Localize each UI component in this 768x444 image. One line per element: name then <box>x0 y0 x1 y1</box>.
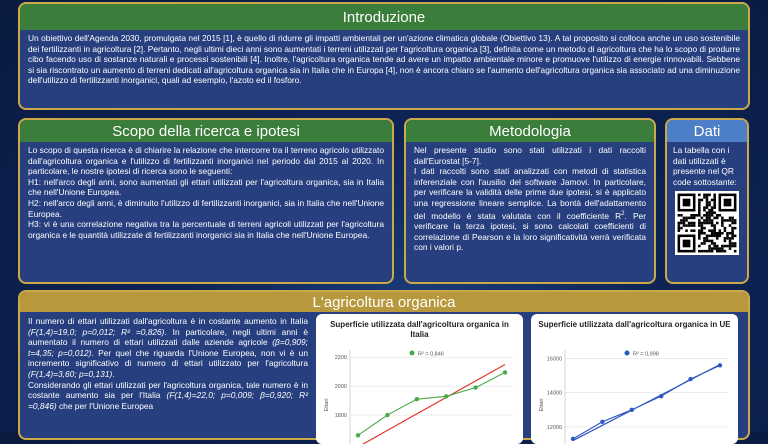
y-tick-label: 16000 <box>546 356 562 363</box>
data-point <box>356 433 360 437</box>
method-text-2a: I dati raccolti sono stati analizzati con metodi di statistica inferenziale con l'ausilio del software Jamovi. In particolare, per verificare la validità delle prime due ipotesi, si è applicato una regressione lineare semplice. La bontà dell'adattamento del modello è stata valutata con il coefficiente R <box>414 166 646 221</box>
y-axis-label: Ettari <box>539 398 545 412</box>
data-point <box>688 377 692 381</box>
organic-text-1d: . <box>112 368 115 379</box>
r2-superscript: 2 <box>621 210 625 217</box>
data-point <box>503 370 507 374</box>
organic-stat-3: (F(1,4)=3,60; p=0,131) <box>28 368 113 379</box>
chart-italy-title: Superficie utilizzata dall'agricoltura organica in Italia <box>330 320 509 339</box>
data-point <box>659 394 663 398</box>
chart-eu-title: Superficie utilizzata dall'agricoltura organica in UE <box>538 320 731 329</box>
organic-text-1a: Il numero di ettari utilizzati dall'agricoltura è in costante aumento in Italia <box>28 316 308 326</box>
hypothesis-1: H1: nell'arco degli anni, sono aumentati gli ettari utilizzati per l'agricoltura organica, sia in Italia che nell'Unione Europea. <box>28 176 384 198</box>
method-title: Metodologia <box>406 120 654 142</box>
scope-panel <box>18 118 394 284</box>
organic-stat-2: (β=0,909; t=4,35; p=0,012) <box>28 337 308 358</box>
y-tick-label: 12000 <box>546 424 562 431</box>
data-point <box>415 397 419 401</box>
data-point <box>444 394 448 398</box>
data-title: Dati <box>667 120 747 142</box>
organic-text-2 <box>28 380 308 412</box>
intro-text: Un obiettivo dell'Agenda 2030, promulgata nel 2015 [1], è quello di ridurre gli impatti ambientali per un'azione climatica globale (Obiettivo 13). A tal proposito si colloca anche un uso sostenibile dei fertilizzanti in agricoltura [2]. Pertanto, negli ultimi dieci anni sono aumentati i terreni utilizzati per l'agricoltura organica [3], definita come un metodo di agricoltura che ha lo scopo di produrre cibo facendo uso di sostanze naturali e processi sostenibili [4]. Inoltre, l'agricoltura organica tende ad avere un impatto ambientale minore e promuove l'utilizzo di energie rinnovabili. Sebbene si sia riscontrato un aumento di terreni dedicati all'agricoltura organica sia in Italia che in Europa [4], non è ancora chiaro se l'aumento dell'agricoltura organica sia associato ad una diminuzione dell'utilizzo di fertilizzanti inorganici, quali ad esempio, l'azoto ed il fosforo. <box>28 33 740 86</box>
scope-body <box>20 142 392 240</box>
legend-marker <box>410 351 415 356</box>
organic-stat-4: (F(1,4)=22,0; p=0,009; β=0,920; R² =0,846) <box>28 390 308 411</box>
data-point <box>600 420 604 424</box>
chart-eu-plot <box>531 314 738 444</box>
organic-body <box>20 312 308 411</box>
y-tick-label: 1800 <box>334 413 347 420</box>
legend-label: R² = 0,998 <box>633 351 659 358</box>
organic-text-1b: . In particolare, negli ultimi anni è aumentato il numero di ettari utilizzati dalle aziende agricole <box>28 326 308 348</box>
intro-title: Introduzione <box>20 4 748 30</box>
organic-text-1c: . Per quel che riguarda l'Unione Europea, non vi è un incremento significativo di numero di ettari utilizzato per l'agricoltura <box>28 347 308 369</box>
organic-title: L'agricoltura organica <box>20 292 748 312</box>
organic-stat-1: (F(1,4)=19,0; p=0,012; R² =0,826) <box>28 326 165 337</box>
intro-panel <box>18 2 750 110</box>
scope-title: Scopo della ricerca e ipotesi <box>20 120 392 142</box>
data-point <box>385 413 389 417</box>
organic-text-2a: Considerando gli ettari utilizzati per l'agricoltura organica, tale numero è in costante aumento sia per l'Italia <box>28 379 308 401</box>
legend-label: R² = 0,846 <box>418 351 444 358</box>
method-text-2 <box>414 166 646 253</box>
chart-eu <box>531 314 738 444</box>
data-line <box>358 372 505 435</box>
method-text-2b: . Per verificare la terza ipotesi, si sono calcolati coefficienti di correlazione di Pearson e la loro significatività verrà verificata con i valori p. <box>414 210 647 253</box>
data-point <box>630 408 634 412</box>
trend-line <box>358 364 505 444</box>
y-tick-label: 2000 <box>334 384 347 391</box>
data-point <box>571 437 575 441</box>
legend-marker <box>625 351 630 356</box>
y-tick-label: 14000 <box>546 390 562 397</box>
organic-text-2b: che per l'Unione Europea <box>56 400 154 411</box>
data-point <box>473 385 477 389</box>
method-body <box>406 142 654 253</box>
hypothesis-3: H3: vi è una correlazione negativa tra la percentuale di terreni agricoli utilizzati per l'agricoltura organica e le quantità utilizzate di fertilizzanti inorganici sia in Italia che nell'Unione Europea. <box>28 219 384 240</box>
data-panel <box>665 118 749 284</box>
y-axis-label: Ettari <box>324 398 330 412</box>
scope-intro-text: Lo scopo di questa ricerca è di chiarire la relazione che intercorre tra il terreno agricolo utilizzato dall'agricoltura organica e l'utilizzo di fertilizzanti inorganici nel periodo dal 2015 al 2020. In particolare, le nostre ipotesi di ricerca sono le seguenti: <box>28 145 384 177</box>
method-text-1: Nel presente studio sono stati utilizzati i dati raccolti dall'Eurostat [5-7]. <box>414 145 646 166</box>
method-panel <box>404 118 656 284</box>
qr-code-icon[interactable] <box>675 191 739 255</box>
chart-italy <box>316 314 523 444</box>
hypothesis-2: H2: nell'arco degli anni, è diminuito l'utilizzo di fertilizzanti inorganici, sia in Italia che nell'Unione Europea. <box>28 197 384 219</box>
organic-text-1 <box>28 316 308 380</box>
data-text: La tabella con i dati utilizzati è presente nel QR code sottostante: <box>673 145 737 187</box>
y-tick-label: 2200 <box>334 355 347 362</box>
data-point <box>718 363 722 367</box>
